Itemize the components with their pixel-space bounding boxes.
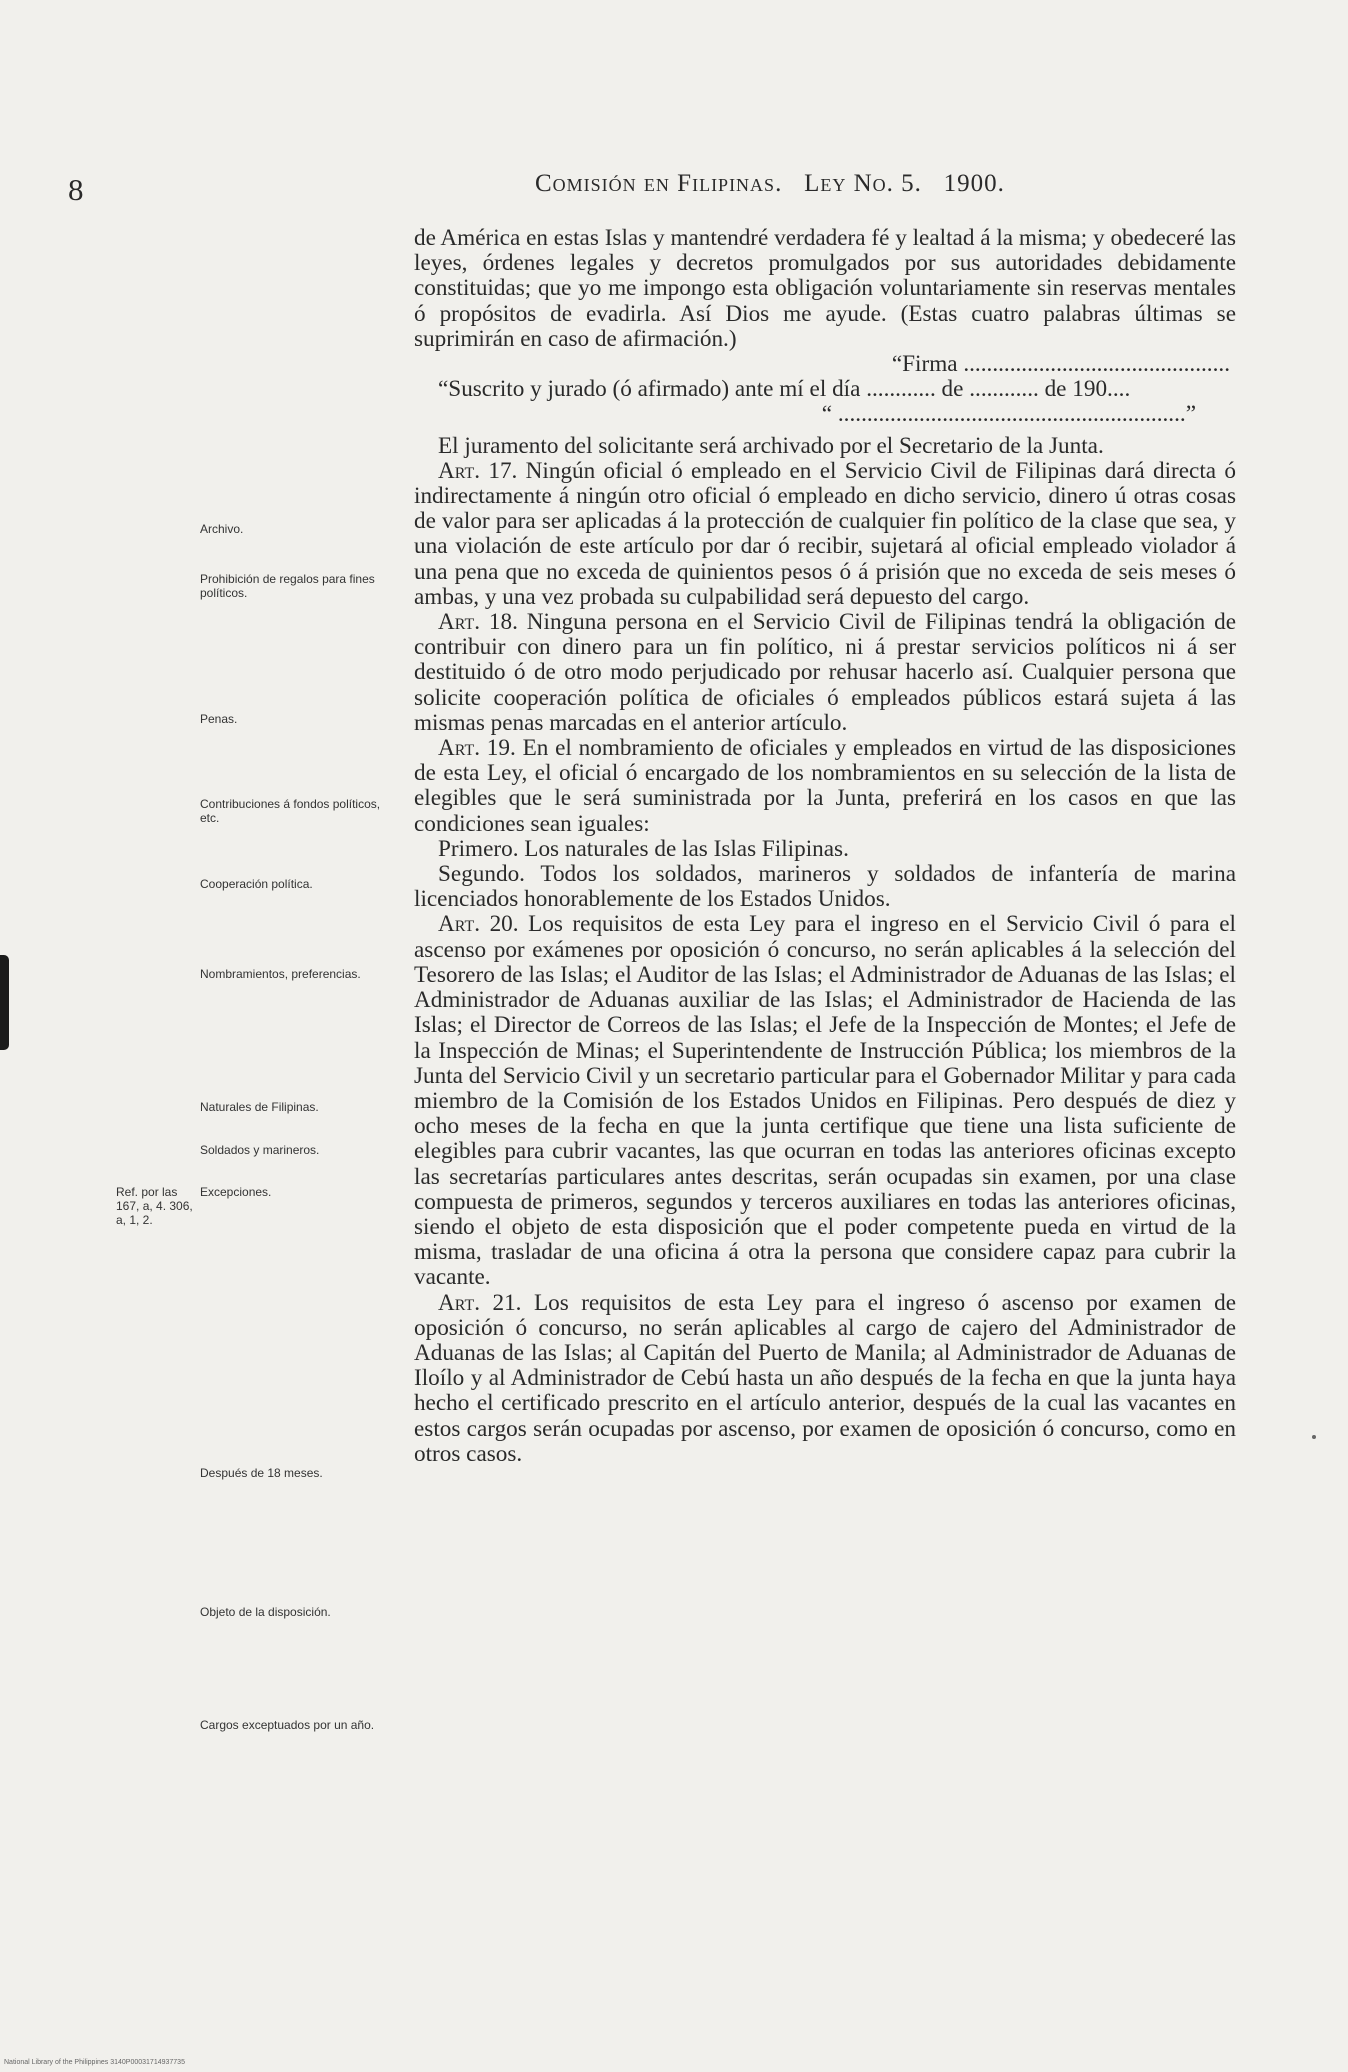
article-18-text: Ninguna persona en el Servicio Civil de Filipinas tendrá la obligación de contribuir con dinero para un fin político, ni á prestar servicios políticos ni á ser destituido ó de otro modo perjudicado por rehusar hacerlo así. Cualquier persona que solicite cooperación política de oficiales ó empleados públicos estará sujeta á las mismas penas marcadas en el anterior artículo. [414, 609, 1237, 736]
margin-note-cooperacion: Cooperación política. [200, 877, 313, 891]
article-17-text: Ningún oficial ó empleado en el Servicio Civil de Filipinas dará directa ó indirectamente á ningún otro oficial ó empleado en dicho servicio, dinero ú otras cosas de valor para ser aplicadas á la protección de cualquier fin político de la clase que sea, y una violación de este artículo por dar ó recibir, sujetará al oficial empleado violador á una pena que no exceda de quinientos pesos ó á prisión que no exceda de seis meses ó ambas, y una vez probada su culpabilidad será depuesto del cargo. [414, 457, 1236, 610]
margin-note-nombramientos: Nombramientos, preferencias. [200, 967, 361, 981]
article-20-label: Art. 20. [438, 911, 519, 938]
margin-note-naturales: Naturales de Filipinas. [200, 1100, 319, 1114]
scan-speck [1312, 1435, 1316, 1439]
running-head-title: Comisión en Filipinas. [535, 170, 783, 197]
article-21-label: Art. 21. [438, 1289, 522, 1316]
sworn-line: “Suscrito y jurado (ó afirmado) ante mí el día ............ de ............ de 190.... [438, 376, 1131, 403]
margin-note-despues: Después de 18 meses. [200, 1466, 323, 1480]
article-18 [414, 610, 1236, 736]
article-20-text: Los requisitos de esta Ley para el ingreso en el Servicio Civil ó para el ascenso por exámenes por oposición ó concurso, no serán aplicables á la selección del Tesorero de las Islas; el Auditor de las Islas; el Administrador de Aduanas de las Islas; el Administrador de Aduanas auxiliar de las Islas; el Administrador de Hacienda de las Islas; el Director de Correos de las Islas; el Jefe de la Inspección de Montes; el Jefe de la Inspección de Minas; el Superintendente de Instrucción Pública; los miembros de la Junta del Servicio Civil y un secretario particular para el Gobernador Militar y para cada miembro de la Comisión de los Estados Unidos en Filipinas. Pero después de diez y ocho meses de la fecha en que la junta certifique que tiene una lista suficiente de elegibles para cubrir vacantes, las que ocurran en todas las anteriores oficinas excepto las secretarías particulares antes descritas, serán ocupadas sin examen, por una clase compuesta de primeros, segundos y terceros auxiliares en todas las anteriores oficinas, siendo el objeto de esta disposición que el poder competente pueda en virtud de la misma, trasladar de una oficina á otra la persona que considere capaz para cubrir la vacante. [414, 911, 1237, 1291]
primero-item: Primero. Los naturales de las Islas Filipinas. [438, 835, 849, 862]
margin-note-penas: Penas. [200, 712, 238, 726]
running-head-law: Ley No. 5. [804, 170, 922, 197]
signature-quote-line: “ ............................................................” [821, 401, 1196, 428]
article-21-text: Los requisitos de esta Ley para el ingreso ó ascenso por examen de oposición ó concurso, no serán aplicables al cargo de cajero del Administrador de Aduanas de las Islas; al Capitán del Puerto de Manila; al Administrador de Aduanas de Iloílo y al Administrador de Cebú hasta un año después de la fecha en que la junta haya hecho el certificado prescrito en el artículo anterior, después de la cual las vacantes en estos cargos serán ocupadas por ascenso, por examen de oposición ó concurso, como en otros casos. [414, 1289, 1236, 1467]
running-head [535, 170, 1005, 198]
segundo-item: Segundo. Todos los soldados, marineros y soldados de infantería de marina licenciados honorablemente de los Estados Unidos. [414, 861, 1236, 913]
library-credit: National Library of the Philippines 3140P00031714937735 [4, 2059, 185, 2066]
article-19 [414, 736, 1236, 837]
margin-note-contribuciones: Contribuciones á fondos políticos, etc. [200, 797, 381, 825]
article-17-label: Art. 17. [438, 457, 518, 484]
margin-note-soldados: Soldados y marineros. [200, 1143, 320, 1157]
article-18-label: Art. 18. [438, 609, 518, 636]
body-text [414, 226, 1236, 1467]
margin-note-archivo: Archivo. [200, 522, 244, 536]
article-20 [414, 912, 1236, 1290]
article-19-label: Art. 19. [438, 735, 516, 762]
article-19-text: En el nombramiento de oficiales y empleados en virtud de las disposiciones de esta Ley, el oficial ó encargado de los nombramientos en su selección de la lista de elegibles que le será suministrada por la Junta, preferirá en los casos en que las condiciones sean iguales: [414, 735, 1236, 837]
page-number: 8 [68, 172, 84, 207]
article-21 [414, 1291, 1236, 1467]
margin-note-prohibicion: Prohibición de regalos para fines políticos. [200, 572, 375, 600]
margin-note-excepciones: Excepciones. [200, 1185, 272, 1199]
running-head-year: 1900. [943, 170, 1005, 197]
margin-note-objeto: Objeto de la disposición. [200, 1605, 331, 1619]
archivo-paragraph: El juramento del solicitante será archivado por el Secretario de la Junta. [438, 432, 1104, 459]
scan-edge-shadow [0, 955, 9, 1050]
margin-note-cargos: Cargos exceptuados por un año. [200, 1718, 375, 1732]
article-17 [414, 459, 1236, 610]
oath-paragraph: de América en estas Islas y mantendré verdadera fé y lealtad á la misma; y obedeceré las leyes, órdenes legales y decretos promulgados por sus autoridades debidamente constituidas; que yo me impongo esta obligación voluntariamente sin reservas mentales ó propósitos de evadirla. Así Dios me ayude. (Estas cuatro palabras últimas se suprimirán en caso de afirmación.) [414, 225, 1236, 352]
firma-line: “Firma .............................................. [891, 351, 1230, 378]
margin-reference: Ref. por las 167, a, 4. 306, a, 1, 2. [116, 1185, 193, 1227]
